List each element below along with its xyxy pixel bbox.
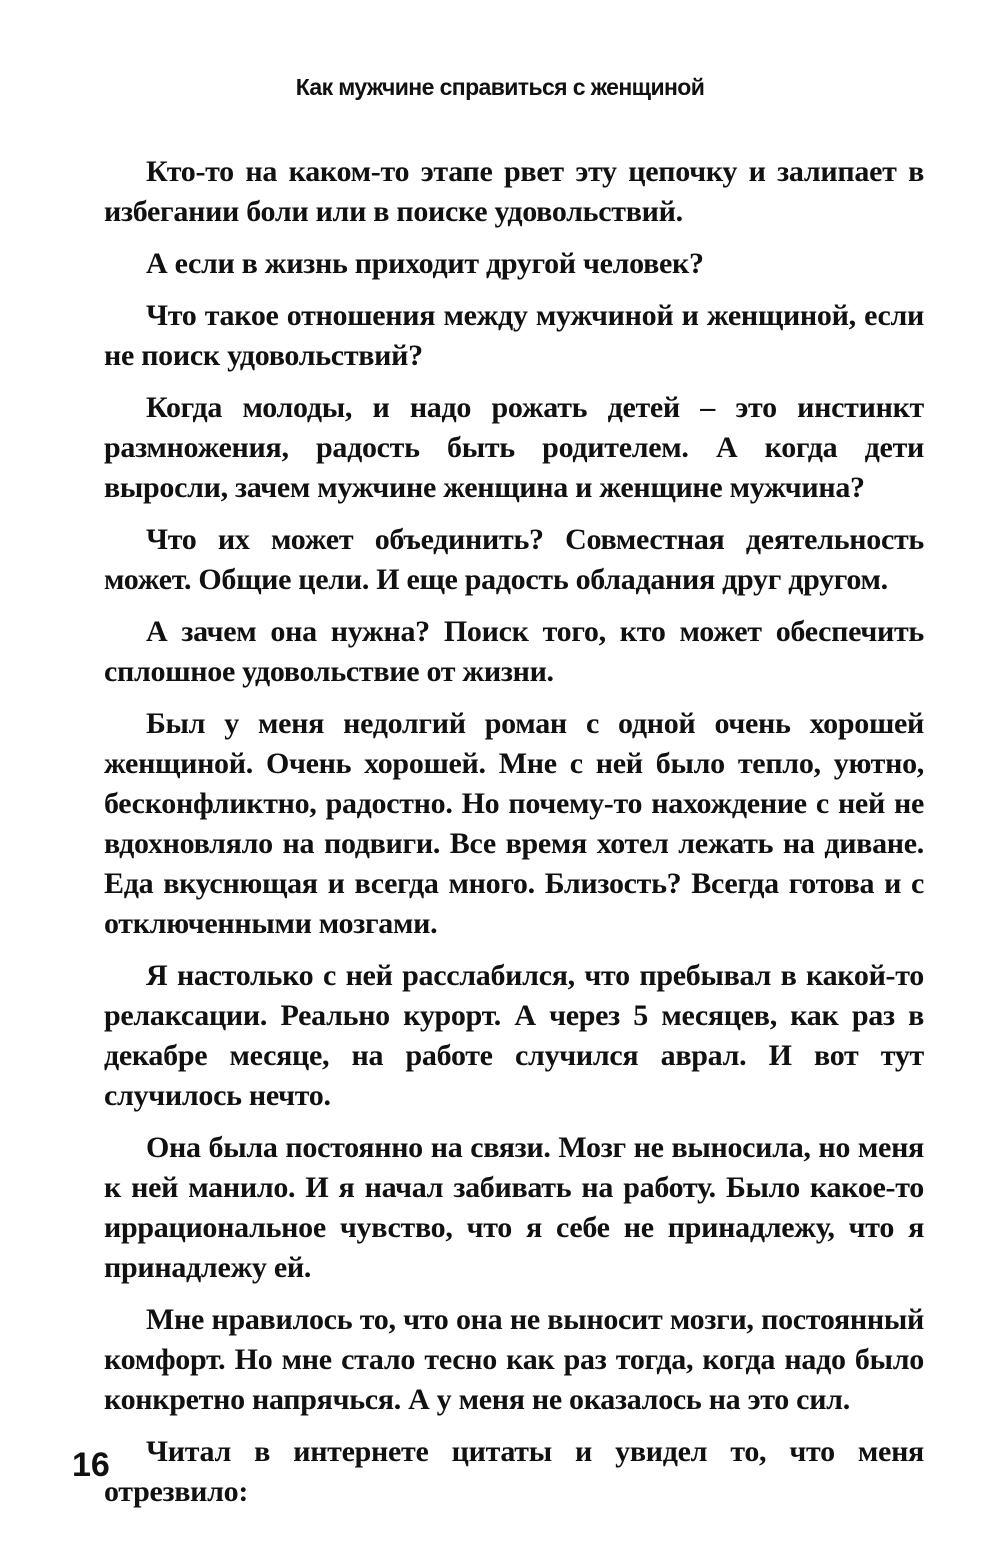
paragraph: Она была постоянно на связи. Мозг не выносила, но меня к ней манило. И я начал забивать на работу. Было какое-то иррациональное чувство, что я себе не принадлежу, что я принадлежу ей.	[104, 1131, 924, 1284]
paragraph: Читал в интернете цитаты и увидел то, что меня отрезвило:	[104, 1435, 924, 1508]
paragraph: Что их может объединить? Совместная деятельность может. Общие цели. И еще радость обладания друг другом.	[104, 523, 924, 596]
body-text	[104, 152, 924, 1524]
paragraph: Когда молоды, и надо рожать детей – это инстинкт размножения, радость быть родителем. А когда дети выросли, зачем мужчине женщина и женщине мужчина?	[104, 391, 924, 504]
paragraph: Кто-то на каком-то этапе рвет эту цепочку и залипает в избегании боли или в поиске удовольствий.	[104, 155, 924, 228]
paragraph: Я настолько с ней расслабился, что пребывал в какой-то релаксации. Реально курорт. А через 5 месяцев, как раз в декабре месяце, на работе случился аврал. И вот тут случилось нечто.	[104, 959, 924, 1112]
running-header: Как мужчине справиться с женщиной	[295, 74, 705, 100]
paragraph: Был у меня недолгий роман с одной очень хорошей женщиной. Очень хорошей. Мне с ней было тепло, уютно, бесконфликтно, радостно. Но почему-то нахождение с ней не вдохновляло на подвиги. Все время хотел лежать на диване. Еда вкуснющая и всегда много. Близость? Всегда готова и с отключенными мозгами.	[104, 707, 924, 940]
paragraph: А зачем она нужна? Поиск того, кто может обеспечить сплошное удовольствие от жизни.	[104, 615, 924, 688]
paragraph: Что такое отношения между мужчиной и женщиной, если не поиск удовольствий?	[104, 299, 924, 372]
page-number: 16	[72, 1446, 110, 1484]
paragraph: Мне нравилось то, что она не выносит мозги, постоянный комфорт. Но мне стало тесно как раз тогда, когда надо было конкретно напрячься. А у меня не оказалось на это сил.	[104, 1303, 924, 1416]
paragraph: А если в жизнь приходит другой человек?	[146, 247, 704, 280]
